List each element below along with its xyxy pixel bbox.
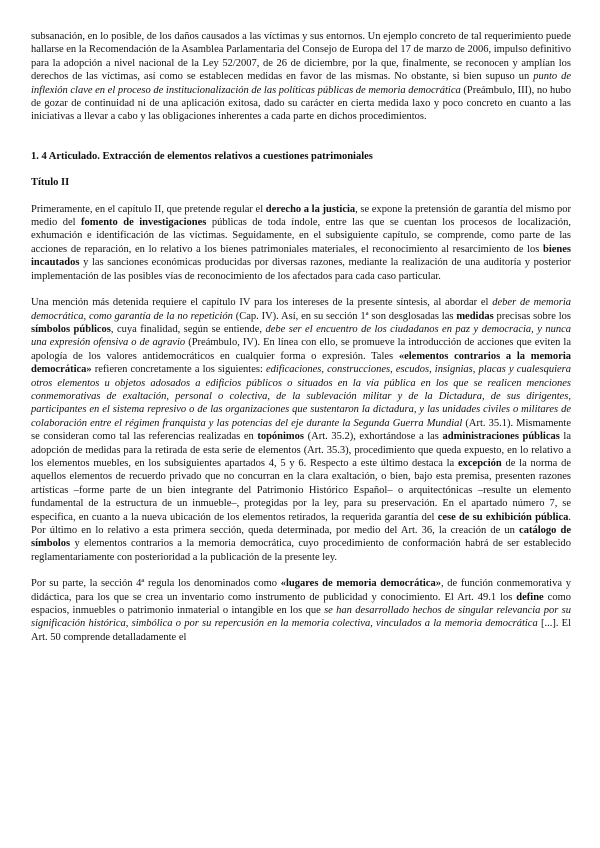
bold-run: fomento de investigaciones (81, 217, 207, 229)
bold-run: derecho a la justicia (265, 203, 356, 215)
text-run: , de función conmemorativa y didáctica, para los que se crea un inventario como instrumento de publicidad y conocimiento. El Art. 49.1 los (31, 578, 571, 603)
bold-run: «lugares de memoria democrática» (280, 578, 441, 590)
text-run: (Art. 35.2), exhortándose a las (304, 431, 443, 443)
text-run: y elementos contrarios a la memoria democrática, cuyo procedimiento de conformación habrá de ser establecido reglamentariamente con posterioridad a la publicación de la presente ley. (31, 538, 571, 563)
text-run: como espacios, inmuebles o patrimonio inmaterial o intangible en los que (31, 591, 572, 617)
italic-run: punto de inflexión clave en el proceso de institucionalización de las políticas públicas de memoria democrática (31, 71, 572, 96)
text-run: [...]. El Art. 50 comprende detalladamente el (31, 618, 572, 643)
italic-run: edificaciones, construcciones, escudos, insignias, placas y cualesquiera otros elementos u objetos adosados a edificios públicos o situados en la vía pública en los que se realicen menciones conmemorativas de exaltación, personal o colectiva, de la sublevación militar y de la Dictadura, de sus dirigentes, participantes en el sistema represivo o de las organizaciones que sustentaron la dictadura, y las unidades civiles o militares de colaboración entre el régimen franquista y las potencias del eje durante la Segunda Guerra Mundial (31, 364, 571, 429)
italic-run: se han desarrollado hechos de singular relevancia por su significación histórica, simbólica o por su repercusión en la memoria colectiva, vinculados a la memoria democrática (31, 605, 571, 630)
text-run: (Cap. IV). Así, en su sección 1ª son desglosadas las (232, 310, 457, 322)
text-run: . Por último en lo relativo a esta primera sección, queda determinada, por medio del Art. 36, la creación de un (31, 511, 571, 536)
text-run: públicas de toda índole, entre las que se cuentan los procesos de localización, exhumación e identificación de las víctimas. Seguidamente, en el subsiguiente capítulo, se comprende, como parte de las acciones de reparación, en lo relativo a los bienes patrimoniales materiales, el reconocimiento al resarcimiento de los (31, 217, 571, 255)
bold-run: «elementos contrarios a la memoria democrática» (31, 350, 571, 376)
paragraph-intro (31, 30, 571, 124)
spacer (31, 564, 571, 577)
text-run: la adopción de medidas para la retirada de esta serie de elementos (Art. 35.3), procedimiento que queda expuesto, en lo relativo a los elementos muebles, en los subsiguientes apartados 4, 5 y 6. Respecto a este último destaca la (31, 431, 572, 469)
text-run: y las sanciones económicas producidas por diversas razones, mediante la realización de una auditoría y posterior implementación de las posibles vías de reconocimiento de los afectados para cada caso particular. (31, 257, 571, 282)
text-run: subsanación, en lo posible, de los daños causados a las víctimas y sus entornos. Un ejemplo concreto de tal requerimiento puede hallarse en la Recomendación de la Asamblea Parlamentaria del Consejo de Europa del 17 de marzo de 2006, impulso definitivo para la adopción a nivel nacional de la Ley 52/2007, de 26 de diciembre, por la que, finalmente, se reconocen y amplían los derechos de las víctimas, así como se establecen medidas en favor de las mismas. No obstante, si bien supuso un (31, 31, 571, 83)
paragraph-capitulo-iv (31, 296, 571, 564)
text-run: (Preámbulo, III), no hubo de gozar de continuidad ni de una aplicación exitosa, dado su carácter en cierta medida laxo y poco concreto en cuanto a las iniciativas a llevar a cabo y las obligaciones inherentes a cada parte en dichos procedimientos. (31, 84, 571, 123)
bold-run: medidas (456, 310, 494, 322)
text-run: (Art. 35.1). Mismamente se consideran como tal las referencias realizadas en (31, 417, 572, 443)
bold-run: catálogo de símbolos (31, 525, 571, 550)
bold-run: excepción (457, 457, 502, 469)
italic-run: debe ser el encuentro de los ciudadanos en paz y democracia, y nunca una expresión ofensiva o de agravio (31, 323, 572, 349)
text-run: Primeramente, en el capítulo II, que pretende regular el (31, 203, 266, 215)
paragraph-seccion-4 (31, 577, 571, 644)
subheading-titulo-ii: Título II (31, 177, 70, 189)
text-run: Una mención más detenida requiere el capítulo IV para los intereses de la presente síntesis, al abordar el (31, 297, 493, 309)
text-run: (Preámbulo, IV). En línea con ello, se promueve la introducción de acciones que eviten la apología de los valores antidemocráticos en cualquier forma o expresión. Tales (31, 337, 571, 362)
bold-run: símbolos públicos (31, 323, 111, 335)
text-run: de la norma de aquellos elementos de recuerdo privado que no concurran en la clara exaltación, o bien, bajo esta premisa, presenten razones artísticas –forme parte de un bien integrante del Patrimonio Histórico Español– o arquitectónicas –resulte un elemento fundamental de la estructura de un inmueble–, protegidas por la ley, para su preservación. En el apartado número 7, se especifica, en cuanto a la nueva ubicación de los elementos retirados, la requerida garantía del (31, 457, 572, 523)
bold-run: bienes incautados (31, 243, 571, 269)
text-run: Por su parte, la sección 4ª regula los denominados como (31, 578, 281, 590)
text-run: refieren concretamente a los siguientes: (91, 364, 266, 376)
bold-run: topónimos (257, 431, 305, 443)
text-run: precisas sobre los (493, 310, 572, 322)
document-page (31, 30, 571, 644)
text-run: , cuya finalidad, según se entiende, (110, 323, 266, 335)
bold-run: define (516, 591, 544, 603)
italic-run: deber de memoria democrática, como garantía de la no repetición (31, 297, 571, 322)
spacer (31, 283, 571, 296)
paragraph-titulo-ii (31, 203, 571, 283)
spacer (31, 124, 571, 150)
spacer (31, 190, 571, 203)
section-heading: 1. 4 Articulado. Extracción de elementos relativos a cuestiones patrimoniales (31, 150, 373, 162)
spacer (31, 163, 571, 176)
text-run: , se expone la pretensión de garantía del mismo por medio del (31, 203, 572, 229)
bold-run: administraciones públicas (442, 431, 560, 443)
bold-run: cese de su exhibición pública (437, 511, 569, 523)
